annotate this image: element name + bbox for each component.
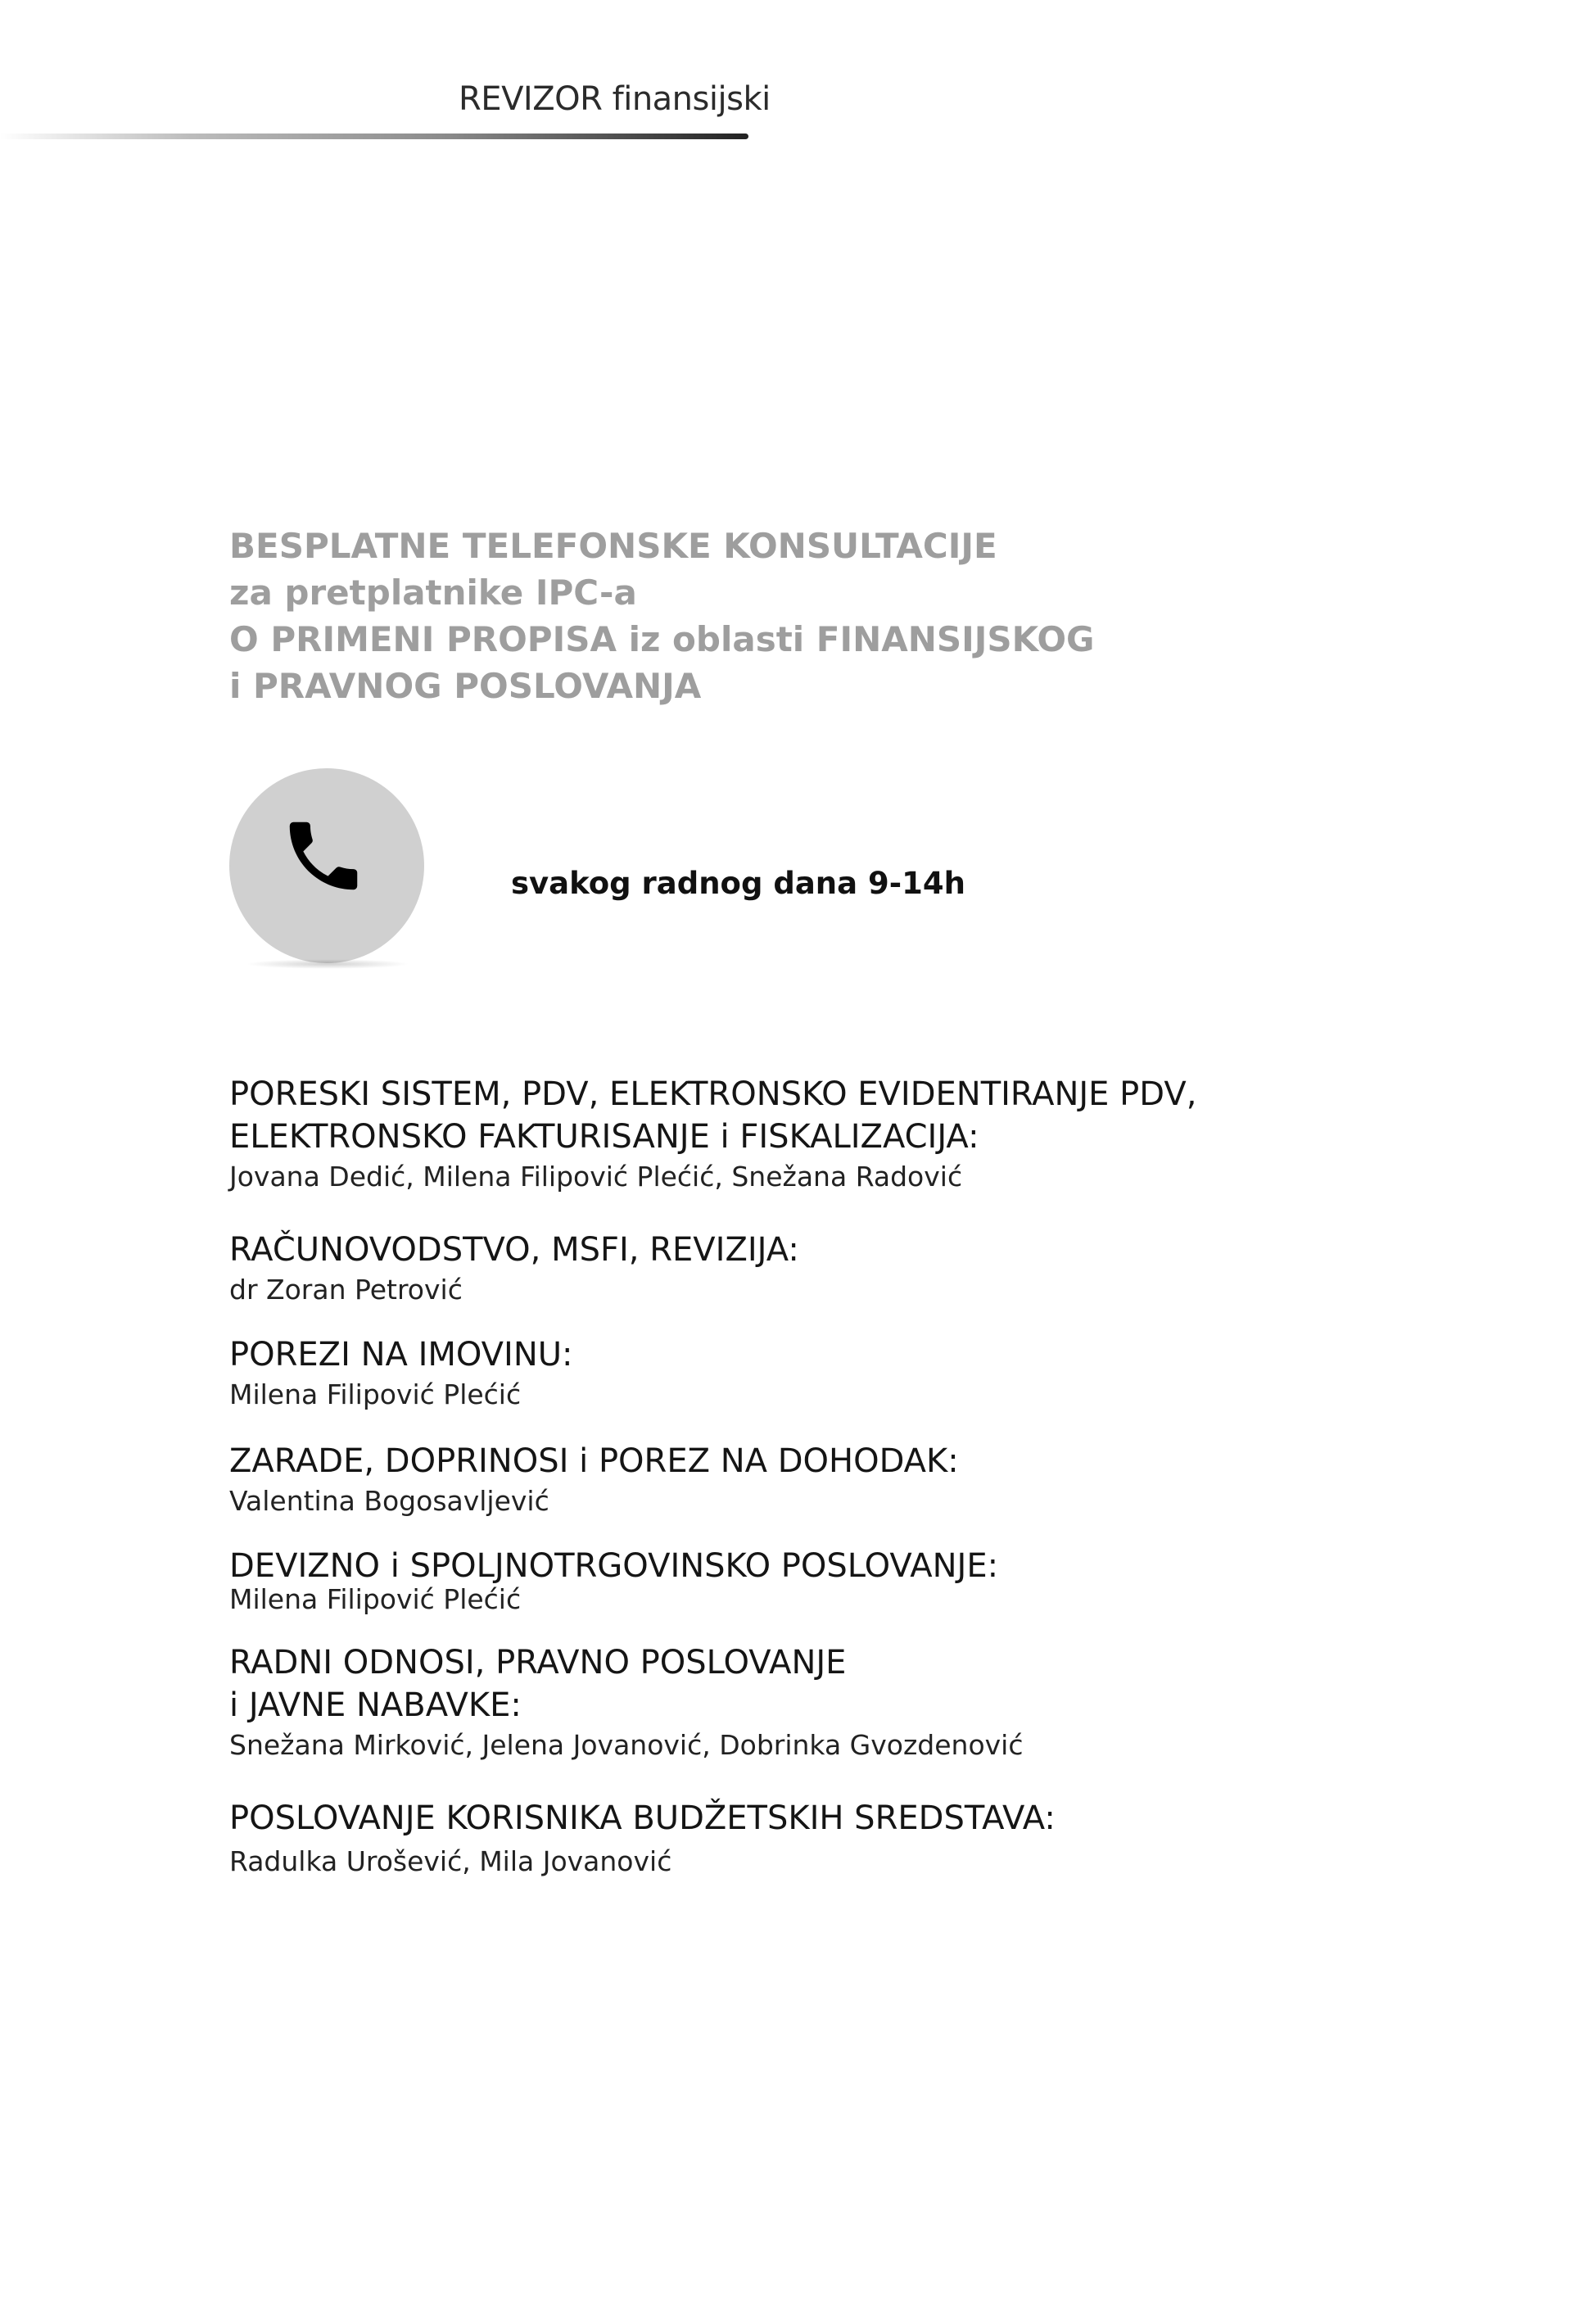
topic-title: RADNI ODNOSI, PRAVNO POSLOVANJE (229, 1644, 847, 1682)
topic-consultants: Snežana Mirković, Jelena Jovanović, Dobrinka Gvozdenović (229, 1729, 1024, 1761)
phone-icon (278, 811, 368, 901)
promo-heading-line: BESPLATNE TELEFONSKE KONSULTACIJE (229, 526, 997, 566)
topic-title: PORESKI SISTEM, PDV, ELEKTRONSKO EVIDENTIRANJE PDV, (229, 1075, 1197, 1113)
topic-title: RAČUNOVODSTVO, MSFI, REVIZIJA: (229, 1231, 799, 1269)
promo-heading-line: za pretplatnike IPC-a (229, 573, 637, 613)
topic-block (229, 1797, 1056, 1881)
promo-heading (229, 523, 1095, 709)
promo-heading-line: O PRIMENI PROPISA iz oblasti FINANSIJSKOG (229, 619, 1095, 659)
topic-title: POREZI NA IMOVINU: (229, 1336, 573, 1374)
topic-consultants: Jovana Dedić, Milena Filipović Plećić, Snežana Radović (229, 1161, 963, 1193)
topic-title: POSLOVANJE KORISNIKA BUDŽETSKIH SREDSTAVA: (229, 1799, 1056, 1837)
topic-block (229, 1073, 1196, 1196)
topic-consultants: Radulka Urošević, Mila Jovanović (229, 1845, 672, 1877)
consultation-hours: svakog radnog dana 9-14h (511, 866, 965, 901)
topic-title: ELEKTRONSKO FAKTURISANJE i FISKALIZACIJA: (229, 1118, 979, 1156)
topic-title: DEVIZNO i SPOLJNOTRGOVINSKO POSLOVANJE: (229, 1547, 999, 1585)
topic-consultants: Valentina Bogosavljević (229, 1485, 549, 1517)
phone-badge-shadow (246, 959, 409, 969)
topic-block (229, 1641, 1023, 1764)
topic-block (229, 1440, 959, 1520)
topic-consultants: dr Zoran Petrović (229, 1274, 463, 1306)
topic-consultants: Milena Filipović Plećić (229, 1378, 522, 1410)
topic-block (229, 1229, 799, 1309)
header-divider (0, 134, 748, 139)
topic-title: ZARADE, DOPRINOSI i POREZ NA DOHODAK: (229, 1442, 959, 1480)
promo-heading-line: i PRAVNOG POSLOVANJA (229, 666, 702, 706)
topic-block (229, 1333, 573, 1414)
running-header-title: REVIZOR finansijski (459, 80, 771, 118)
topic-block (229, 1545, 998, 1618)
topic-title: i JAVNE NABAVKE: (229, 1686, 522, 1724)
topic-consultants: Milena Filipović Plećić (229, 1583, 522, 1615)
